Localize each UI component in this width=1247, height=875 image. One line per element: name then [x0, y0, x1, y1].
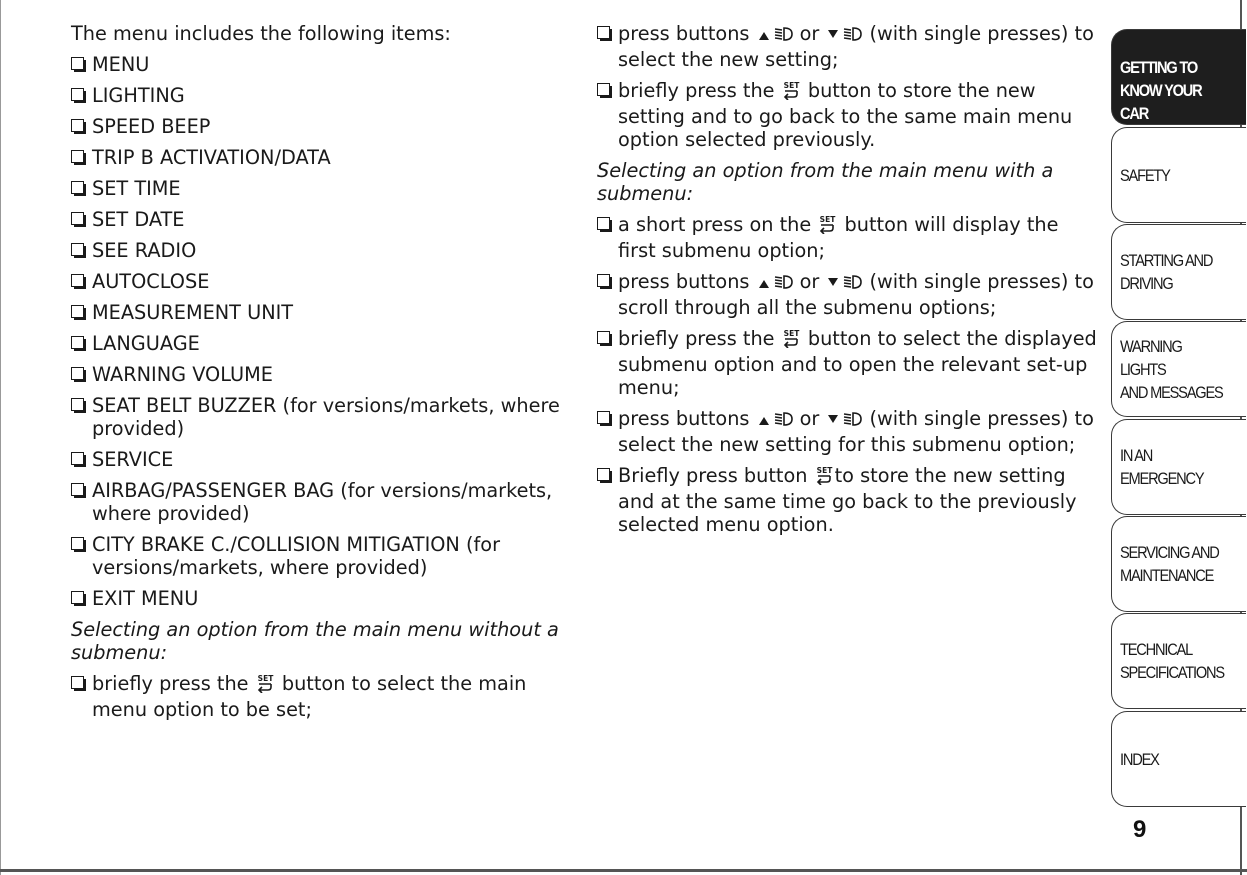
checkbox-bullet-icon	[71, 336, 84, 349]
set-button-icon	[783, 81, 800, 105]
menu-item: SEAT BELT BUZZER (for versions/markets, where provided)	[71, 394, 571, 440]
section-heading-with-submenu: Selecting an option from the main menu with a submenu:	[597, 159, 1054, 205]
set-button-icon	[819, 215, 836, 239]
menu-item: AUTOCLOSE	[71, 270, 571, 293]
checkbox-bullet-icon	[597, 83, 610, 96]
checkbox-bullet-icon	[71, 119, 84, 132]
menu-item: SPEED BEEP	[71, 115, 571, 138]
instruction-step: a short press on the SET button will display the first submenu option;	[597, 213, 1097, 262]
menu-item: WARNING VOLUME	[71, 363, 571, 386]
set-button-icon	[816, 466, 833, 490]
menu-item: TRIP B ACTIVATION/DATA	[71, 146, 571, 169]
instruction-step: briefly press the SET button to select the displayed submenu option and to open the relevant set-up menu;	[597, 327, 1097, 399]
svg-text:SET: SET	[783, 81, 800, 90]
up-light-button-icon	[758, 408, 798, 433]
checkbox-bullet-icon	[71, 212, 84, 225]
menu-item: CITY BRAKE C./COLLISION MITIGATION (for versions/markets, where provided)	[71, 533, 571, 579]
tab-getting-to-know-your-car[interactable]: GETTING TO KNOW YOUR CAR	[1111, 29, 1246, 125]
tab-technical-specifications[interactable]: TECHNICAL SPECIFICATIONS	[1111, 613, 1246, 709]
menu-item: SEE RADIO	[71, 239, 571, 262]
page-number: 9	[1133, 816, 1147, 843]
checkbox-bullet-icon	[71, 398, 84, 411]
tab-starting-and-driving[interactable]: STARTING AND DRIVING	[1111, 224, 1246, 320]
instruction-step: press buttons or (with single presses) to select the new setting;	[597, 22, 1097, 71]
instruction-step: press buttons or (with single presses) to scroll through all the submenu options;	[597, 270, 1097, 319]
menu-item: MEASUREMENT UNIT	[71, 301, 571, 324]
tab-servicing-and-maintenance[interactable]: SERVICING AND MAINTENANCE	[1111, 516, 1246, 612]
checkbox-bullet-icon	[71, 243, 84, 256]
tab-safety[interactable]: SAFETY	[1111, 127, 1246, 223]
checkbox-bullet-icon	[597, 468, 610, 481]
page-bottom-edge	[0, 869, 1247, 872]
checkbox-bullet-icon	[597, 217, 610, 230]
up-light-button-icon	[758, 271, 798, 296]
tab-in-an-emergency[interactable]: IN AN EMERGENCY	[1111, 419, 1246, 515]
menu-item: MENU	[71, 53, 571, 76]
checkbox-bullet-icon	[71, 181, 84, 194]
checkbox-bullet-icon	[71, 676, 84, 689]
instruction-step: briefly press the SET button to store the new setting and to go back to the same main menu option selected previously.	[597, 79, 1097, 151]
checkbox-bullet-icon	[597, 26, 610, 39]
tab-index[interactable]: INDEX	[1111, 711, 1246, 807]
checkbox-bullet-icon	[597, 274, 610, 287]
set-button-icon	[257, 674, 274, 698]
up-light-button-icon	[758, 23, 798, 48]
checkbox-bullet-icon	[71, 150, 84, 163]
left-column	[71, 22, 571, 729]
checkbox-bullet-icon	[71, 88, 84, 101]
menu-intro: The menu includes the following items:	[71, 22, 451, 45]
down-light-button-icon	[827, 23, 867, 48]
checkbox-bullet-icon	[71, 537, 84, 550]
menu-item: LANGUAGE	[71, 332, 571, 355]
menu-item: SET DATE	[71, 208, 571, 231]
svg-text:SET: SET	[816, 466, 832, 475]
page-left-edge	[0, 0, 1, 875]
svg-text:SET: SET	[820, 215, 836, 224]
menu-item: SET TIME	[71, 177, 571, 200]
checkbox-bullet-icon	[71, 274, 84, 287]
down-light-button-icon	[827, 271, 867, 296]
menu-item: EXIT MENU	[71, 587, 571, 610]
menu-item: SERVICE	[71, 448, 571, 471]
instruction-step: press buttons or (with single presses) to select the new setting for this submenu option;	[597, 407, 1097, 456]
checkbox-bullet-icon	[597, 411, 610, 424]
right-column	[597, 22, 1097, 544]
menu-item: LIGHTING	[71, 84, 571, 107]
instruction-step: briefly press the SET button to select the main menu option to be set;	[71, 672, 571, 721]
down-light-button-icon	[827, 408, 867, 433]
instruction-step: Briefly press button SET to store the new setting and at the same time go back to the previously selected menu option.	[597, 464, 1097, 536]
tab-warning-lights-and-messages[interactable]: WARNING LIGHTS AND MESSAGES	[1111, 321, 1246, 417]
section-heading-no-submenu: Selecting an option from the main menu without a submenu:	[71, 618, 559, 664]
checkbox-bullet-icon	[71, 591, 84, 604]
checkbox-bullet-icon	[71, 367, 84, 380]
checkbox-bullet-icon	[71, 305, 84, 318]
checkbox-bullet-icon	[71, 483, 84, 496]
set-button-icon	[783, 329, 800, 353]
checkbox-bullet-icon	[71, 57, 84, 70]
menu-item: AIRBAG/PASSENGER BAG (for versions/markets, where provided)	[71, 479, 571, 525]
svg-text:SET: SET	[783, 329, 800, 338]
checkbox-bullet-icon	[71, 452, 84, 465]
checkbox-bullet-icon	[597, 331, 610, 344]
svg-text:SET: SET	[257, 674, 274, 683]
